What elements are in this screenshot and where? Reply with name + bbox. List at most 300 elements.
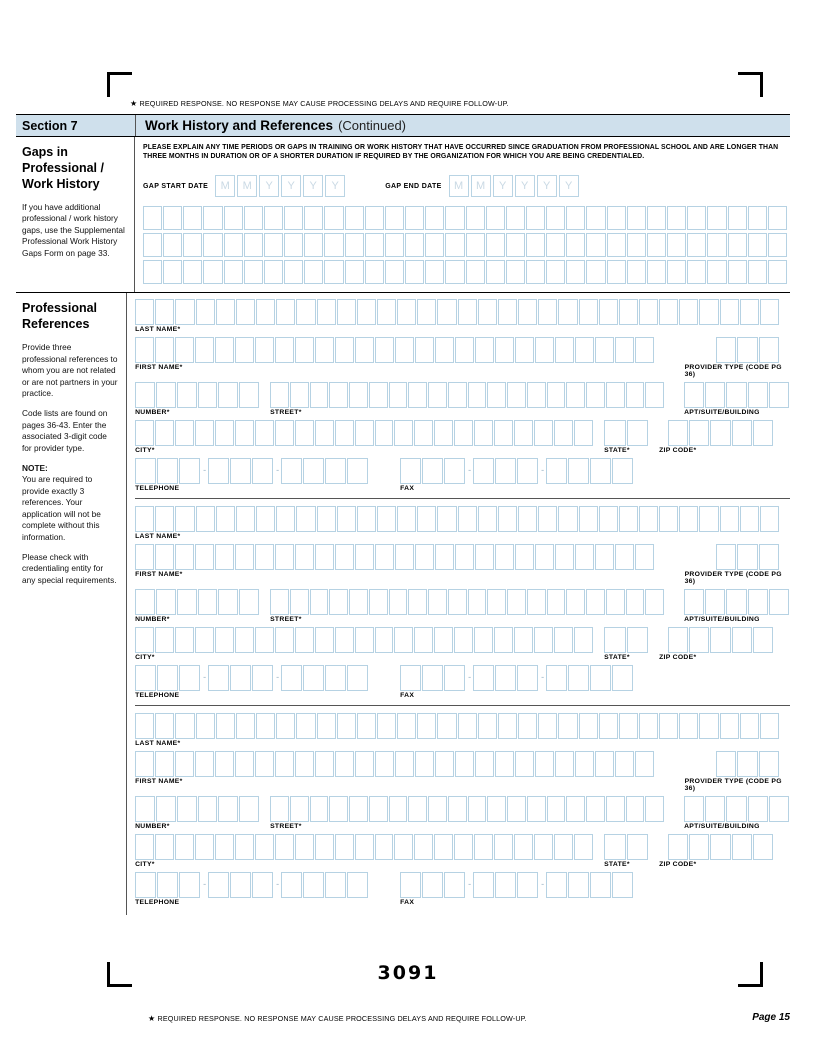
char-cell[interactable] xyxy=(317,713,336,739)
char-cell[interactable] xyxy=(535,751,554,777)
char-cell[interactable] xyxy=(135,751,154,777)
char-cell[interactable] xyxy=(203,233,222,257)
char-cell[interactable] xyxy=(474,834,493,860)
char-cell[interactable] xyxy=(575,544,594,570)
telephone-line-number[interactable] xyxy=(281,872,369,898)
char-cell[interactable] xyxy=(748,233,767,257)
char-cell[interactable] xyxy=(216,713,235,739)
char-cell[interactable] xyxy=(216,299,235,325)
char-cell[interactable] xyxy=(389,796,408,822)
char-cell[interactable] xyxy=(495,544,514,570)
char-cell[interactable] xyxy=(244,233,263,257)
char-cell[interactable] xyxy=(579,506,598,532)
char-cell[interactable] xyxy=(375,834,394,860)
char-cell[interactable] xyxy=(135,506,154,532)
gap-end-date-cell[interactable]: Y xyxy=(559,175,579,197)
char-cell[interactable] xyxy=(478,713,497,739)
char-cell[interactable] xyxy=(526,233,545,257)
char-cell[interactable] xyxy=(365,206,384,230)
char-cell[interactable] xyxy=(699,506,718,532)
gap-end-date-cell[interactable]: M xyxy=(471,175,491,197)
char-cell[interactable] xyxy=(428,796,447,822)
char-cell[interactable] xyxy=(518,299,537,325)
char-cell[interactable] xyxy=(720,299,739,325)
char-cell[interactable] xyxy=(466,260,485,284)
char-cell[interactable] xyxy=(546,260,565,284)
char-cell[interactable] xyxy=(748,382,768,408)
char-cell[interactable] xyxy=(546,665,567,691)
char-cell[interactable] xyxy=(606,796,625,822)
char-cell[interactable] xyxy=(527,589,546,615)
char-cell[interactable] xyxy=(394,420,413,446)
char-cell[interactable] xyxy=(275,337,294,363)
char-cell[interactable] xyxy=(518,713,537,739)
char-cell[interactable] xyxy=(547,382,566,408)
char-cell[interactable] xyxy=(454,420,473,446)
last-name-input[interactable] xyxy=(135,713,790,739)
fax-prefix[interactable] xyxy=(473,872,539,898)
char-cell[interactable] xyxy=(347,872,368,898)
char-cell[interactable] xyxy=(389,382,408,408)
char-cell[interactable] xyxy=(369,382,388,408)
char-cell[interactable] xyxy=(607,233,626,257)
char-cell[interactable] xyxy=(218,796,238,822)
char-cell[interactable] xyxy=(195,420,214,446)
char-cell[interactable] xyxy=(639,506,658,532)
char-cell[interactable] xyxy=(615,751,634,777)
char-cell[interactable] xyxy=(315,834,334,860)
char-cell[interactable] xyxy=(155,420,174,446)
char-cell[interactable] xyxy=(395,544,414,570)
char-cell[interactable] xyxy=(315,420,334,446)
last-name-input[interactable] xyxy=(135,299,790,325)
char-cell[interactable] xyxy=(135,796,155,822)
char-cell[interactable] xyxy=(740,299,759,325)
char-cell[interactable] xyxy=(514,420,533,446)
telephone-area-code[interactable] xyxy=(135,872,201,898)
fax-line-number[interactable] xyxy=(546,872,634,898)
char-cell[interactable] xyxy=(604,420,626,446)
telephone-input[interactable] xyxy=(135,665,369,691)
street-input[interactable] xyxy=(270,796,665,822)
char-cell[interactable] xyxy=(290,589,309,615)
char-cell[interactable] xyxy=(473,458,494,484)
char-cell[interactable] xyxy=(417,713,436,739)
char-cell[interactable] xyxy=(389,589,408,615)
char-cell[interactable] xyxy=(474,420,493,446)
char-cell[interactable] xyxy=(276,299,295,325)
char-cell[interactable] xyxy=(235,420,254,446)
char-cell[interactable] xyxy=(425,233,444,257)
char-cell[interactable] xyxy=(726,589,746,615)
char-cell[interactable] xyxy=(310,589,329,615)
char-cell[interactable] xyxy=(720,506,739,532)
char-cell[interactable] xyxy=(244,260,263,284)
char-cell[interactable] xyxy=(668,834,688,860)
char-cell[interactable] xyxy=(759,751,779,777)
gap-start-date-cell[interactable]: M xyxy=(215,175,235,197)
char-cell[interactable] xyxy=(255,627,274,653)
char-cell[interactable] xyxy=(599,299,618,325)
char-cell[interactable] xyxy=(566,796,585,822)
char-cell[interactable] xyxy=(179,458,200,484)
char-cell[interactable] xyxy=(619,713,638,739)
char-cell[interactable] xyxy=(135,420,154,446)
char-cell[interactable] xyxy=(355,544,374,570)
char-cell[interactable] xyxy=(473,872,494,898)
char-cell[interactable] xyxy=(566,589,585,615)
char-cell[interactable] xyxy=(395,337,414,363)
char-cell[interactable] xyxy=(466,233,485,257)
char-cell[interactable] xyxy=(135,337,154,363)
char-cell[interactable] xyxy=(304,233,323,257)
char-cell[interactable] xyxy=(455,544,474,570)
char-cell[interactable] xyxy=(626,382,645,408)
char-cell[interactable] xyxy=(586,382,605,408)
telephone-line-number[interactable] xyxy=(281,458,369,484)
char-cell[interactable] xyxy=(408,589,427,615)
char-cell[interactable] xyxy=(175,713,194,739)
char-cell[interactable] xyxy=(668,420,688,446)
char-cell[interactable] xyxy=(627,420,649,446)
char-cell[interactable] xyxy=(547,796,566,822)
char-cell[interactable] xyxy=(315,751,334,777)
first-name-input[interactable] xyxy=(135,544,655,570)
char-cell[interactable] xyxy=(375,337,394,363)
char-cell[interactable] xyxy=(554,420,573,446)
char-cell[interactable] xyxy=(196,299,215,325)
char-cell[interactable] xyxy=(720,713,739,739)
char-cell[interactable] xyxy=(527,796,546,822)
char-cell[interactable] xyxy=(728,206,747,230)
char-cell[interactable] xyxy=(235,627,254,653)
char-cell[interactable] xyxy=(215,420,234,446)
char-cell[interactable] xyxy=(507,382,526,408)
char-cell[interactable] xyxy=(236,506,255,532)
char-cell[interactable] xyxy=(157,665,178,691)
char-cell[interactable] xyxy=(337,506,356,532)
char-cell[interactable] xyxy=(627,627,649,653)
char-cell[interactable] xyxy=(769,796,789,822)
char-cell[interactable] xyxy=(335,420,354,446)
char-cell[interactable] xyxy=(495,751,514,777)
fax-input[interactable] xyxy=(400,872,634,898)
char-cell[interactable] xyxy=(417,299,436,325)
char-cell[interactable] xyxy=(135,713,154,739)
street-input[interactable] xyxy=(270,382,665,408)
char-cell[interactable] xyxy=(458,299,477,325)
char-cell[interactable] xyxy=(303,665,324,691)
char-cell[interactable] xyxy=(599,506,618,532)
gap-end-date-cell[interactable]: Y xyxy=(493,175,513,197)
char-cell[interactable] xyxy=(574,834,593,860)
char-cell[interactable] xyxy=(515,337,534,363)
char-cell[interactable] xyxy=(468,589,487,615)
char-cell[interactable] xyxy=(478,506,497,532)
char-cell[interactable] xyxy=(595,337,614,363)
char-cell[interactable] xyxy=(135,627,154,653)
char-cell[interactable] xyxy=(303,872,324,898)
char-cell[interactable] xyxy=(195,337,214,363)
char-cell[interactable] xyxy=(568,872,589,898)
char-cell[interactable] xyxy=(365,233,384,257)
char-cell[interactable] xyxy=(315,337,334,363)
char-cell[interactable] xyxy=(355,627,374,653)
char-cell[interactable] xyxy=(495,872,516,898)
char-cell[interactable] xyxy=(215,627,234,653)
char-cell[interactable] xyxy=(255,834,274,860)
char-cell[interactable] xyxy=(422,872,443,898)
char-cell[interactable] xyxy=(679,713,698,739)
fax-area-code[interactable] xyxy=(400,665,466,691)
char-cell[interactable] xyxy=(135,834,154,860)
char-cell[interactable] xyxy=(732,420,752,446)
char-cell[interactable] xyxy=(369,589,388,615)
char-cell[interactable] xyxy=(760,713,779,739)
char-cell[interactable] xyxy=(435,337,454,363)
gap-start-date-cell[interactable]: Y xyxy=(303,175,323,197)
char-cell[interactable] xyxy=(235,544,254,570)
char-cell[interactable] xyxy=(707,260,726,284)
char-cell[interactable] xyxy=(397,713,416,739)
char-cell[interactable] xyxy=(626,796,645,822)
char-cell[interactable] xyxy=(215,751,234,777)
char-cell[interactable] xyxy=(329,796,348,822)
char-cell[interactable] xyxy=(155,751,174,777)
char-cell[interactable] xyxy=(244,206,263,230)
char-cell[interactable] xyxy=(434,627,453,653)
char-cell[interactable] xyxy=(375,627,394,653)
char-cell[interactable] xyxy=(422,458,443,484)
gap-explanation-row[interactable] xyxy=(143,233,790,257)
char-cell[interactable] xyxy=(357,713,376,739)
char-cell[interactable] xyxy=(395,751,414,777)
char-cell[interactable] xyxy=(566,233,585,257)
gap-end-date-input[interactable] xyxy=(449,175,581,197)
char-cell[interactable] xyxy=(337,299,356,325)
char-cell[interactable] xyxy=(295,627,314,653)
char-cell[interactable] xyxy=(595,544,614,570)
char-cell[interactable] xyxy=(487,382,506,408)
telephone-input[interactable] xyxy=(135,458,369,484)
gap-start-date-cell[interactable]: M xyxy=(237,175,257,197)
char-cell[interactable] xyxy=(478,299,497,325)
telephone-input[interactable] xyxy=(135,872,369,898)
char-cell[interactable] xyxy=(574,420,593,446)
char-cell[interactable] xyxy=(239,589,259,615)
char-cell[interactable] xyxy=(759,544,779,570)
char-cell[interactable] xyxy=(768,260,787,284)
char-cell[interactable] xyxy=(377,506,396,532)
char-cell[interactable] xyxy=(726,796,746,822)
gap-start-date-input[interactable] xyxy=(215,175,347,197)
char-cell[interactable] xyxy=(405,260,424,284)
char-cell[interactable] xyxy=(345,206,364,230)
char-cell[interactable] xyxy=(256,713,275,739)
char-cell[interactable] xyxy=(281,872,302,898)
char-cell[interactable] xyxy=(740,713,759,739)
char-cell[interactable] xyxy=(255,420,274,446)
char-cell[interactable] xyxy=(270,382,289,408)
char-cell[interactable] xyxy=(769,589,789,615)
street-input[interactable] xyxy=(270,589,665,615)
char-cell[interactable] xyxy=(679,299,698,325)
char-cell[interactable] xyxy=(155,544,174,570)
gap-end-date-cell[interactable]: M xyxy=(449,175,469,197)
char-cell[interactable] xyxy=(759,337,779,363)
gap-end-date-cell[interactable]: Y xyxy=(537,175,557,197)
char-cell[interactable] xyxy=(527,382,546,408)
char-cell[interactable] xyxy=(156,589,176,615)
char-cell[interactable] xyxy=(659,299,678,325)
char-cell[interactable] xyxy=(546,233,565,257)
char-cell[interactable] xyxy=(579,713,598,739)
char-cell[interactable] xyxy=(667,206,686,230)
char-cell[interactable] xyxy=(599,713,618,739)
char-cell[interactable] xyxy=(175,834,194,860)
char-cell[interactable] xyxy=(566,206,585,230)
char-cell[interactable] xyxy=(437,299,456,325)
char-cell[interactable] xyxy=(310,796,329,822)
char-cell[interactable] xyxy=(216,506,235,532)
char-cell[interactable] xyxy=(198,382,218,408)
char-cell[interactable] xyxy=(546,458,567,484)
char-cell[interactable] xyxy=(435,544,454,570)
telephone-area-code[interactable] xyxy=(135,458,201,484)
char-cell[interactable] xyxy=(769,382,789,408)
char-cell[interactable] xyxy=(612,458,633,484)
char-cell[interactable] xyxy=(647,233,666,257)
char-cell[interactable] xyxy=(335,337,354,363)
char-cell[interactable] xyxy=(748,260,767,284)
char-cell[interactable] xyxy=(507,589,526,615)
char-cell[interactable] xyxy=(707,206,726,230)
char-cell[interactable] xyxy=(526,260,545,284)
char-cell[interactable] xyxy=(737,337,757,363)
char-cell[interactable] xyxy=(612,872,633,898)
char-cell[interactable] xyxy=(448,796,467,822)
char-cell[interactable] xyxy=(275,627,294,653)
apt-suite-building-input[interactable] xyxy=(684,796,790,822)
char-cell[interactable] xyxy=(317,299,336,325)
char-cell[interactable] xyxy=(574,627,593,653)
char-cell[interactable] xyxy=(437,713,456,739)
char-cell[interactable] xyxy=(394,834,413,860)
char-cell[interactable] xyxy=(345,233,364,257)
char-cell[interactable] xyxy=(586,260,605,284)
fax-input[interactable] xyxy=(400,665,634,691)
char-cell[interactable] xyxy=(555,544,574,570)
char-cell[interactable] xyxy=(415,751,434,777)
char-cell[interactable] xyxy=(315,627,334,653)
char-cell[interactable] xyxy=(163,260,182,284)
char-cell[interactable] xyxy=(275,544,294,570)
char-cell[interactable] xyxy=(474,627,493,653)
char-cell[interactable] xyxy=(498,299,517,325)
char-cell[interactable] xyxy=(329,382,348,408)
char-cell[interactable] xyxy=(264,233,283,257)
char-cell[interactable] xyxy=(753,834,773,860)
char-cell[interactable] xyxy=(687,260,706,284)
char-cell[interactable] xyxy=(619,299,638,325)
char-cell[interactable] xyxy=(494,420,513,446)
char-cell[interactable] xyxy=(179,665,200,691)
char-cell[interactable] xyxy=(627,206,646,230)
char-cell[interactable] xyxy=(495,458,516,484)
provider-type-input[interactable] xyxy=(716,751,780,777)
char-cell[interactable] xyxy=(517,872,538,898)
char-cell[interactable] xyxy=(415,544,434,570)
char-cell[interactable] xyxy=(236,713,255,739)
char-cell[interactable] xyxy=(295,544,314,570)
char-cell[interactable] xyxy=(183,233,202,257)
char-cell[interactable] xyxy=(230,872,251,898)
char-cell[interactable] xyxy=(647,260,666,284)
char-cell[interactable] xyxy=(235,337,254,363)
char-cell[interactable] xyxy=(155,506,174,532)
char-cell[interactable] xyxy=(607,206,626,230)
char-cell[interactable] xyxy=(575,337,594,363)
char-cell[interactable] xyxy=(157,458,178,484)
char-cell[interactable] xyxy=(230,665,251,691)
char-cell[interactable] xyxy=(208,665,229,691)
char-cell[interactable] xyxy=(385,233,404,257)
char-cell[interactable] xyxy=(699,713,718,739)
char-cell[interactable] xyxy=(203,260,222,284)
char-cell[interactable] xyxy=(264,206,283,230)
char-cell[interactable] xyxy=(515,544,534,570)
char-cell[interactable] xyxy=(385,206,404,230)
char-cell[interactable] xyxy=(175,420,194,446)
char-cell[interactable] xyxy=(579,299,598,325)
char-cell[interactable] xyxy=(156,796,176,822)
char-cell[interactable] xyxy=(324,260,343,284)
char-cell[interactable] xyxy=(275,420,294,446)
char-cell[interactable] xyxy=(155,299,174,325)
char-cell[interactable] xyxy=(415,337,434,363)
char-cell[interactable] xyxy=(414,420,433,446)
char-cell[interactable] xyxy=(196,713,215,739)
city-input[interactable] xyxy=(135,420,594,446)
char-cell[interactable] xyxy=(425,206,444,230)
char-cell[interactable] xyxy=(155,713,174,739)
char-cell[interactable] xyxy=(177,796,197,822)
apt-suite-building-input[interactable] xyxy=(684,589,790,615)
char-cell[interactable] xyxy=(394,627,413,653)
first-name-input[interactable] xyxy=(135,751,655,777)
char-cell[interactable] xyxy=(517,665,538,691)
char-cell[interactable] xyxy=(135,382,155,408)
char-cell[interactable] xyxy=(454,834,473,860)
char-cell[interactable] xyxy=(296,713,315,739)
char-cell[interactable] xyxy=(143,260,162,284)
char-cell[interactable] xyxy=(475,337,494,363)
char-cell[interactable] xyxy=(335,834,354,860)
char-cell[interactable] xyxy=(224,233,243,257)
char-cell[interactable] xyxy=(397,299,416,325)
char-cell[interactable] xyxy=(143,206,162,230)
char-cell[interactable] xyxy=(215,834,234,860)
char-cell[interactable] xyxy=(355,337,374,363)
city-input[interactable] xyxy=(135,627,594,653)
char-cell[interactable] xyxy=(195,834,214,860)
char-cell[interactable] xyxy=(337,713,356,739)
char-cell[interactable] xyxy=(645,382,664,408)
char-cell[interactable] xyxy=(514,834,533,860)
char-cell[interactable] xyxy=(281,665,302,691)
telephone-area-code[interactable] xyxy=(135,665,201,691)
char-cell[interactable] xyxy=(475,751,494,777)
